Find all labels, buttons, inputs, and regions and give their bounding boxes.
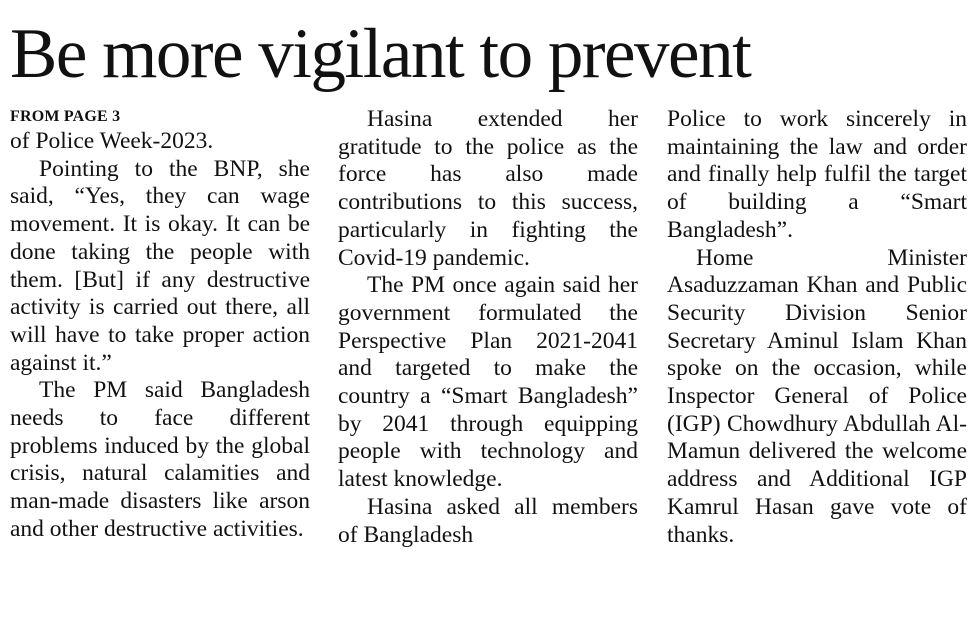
article-column-3 — [667, 106, 967, 549]
article-headline: Be more vigilant to prevent — [10, 15, 751, 93]
paragraph: The PM once again said her government formulated the Perspective Plan 2021-2041 and targeted to make the country a “Smart Bangladesh” by 2041 through equipping people with technology and latest knowledge. — [338, 272, 638, 493]
paragraph: of Police Week-2023. — [10, 128, 214, 154]
article-column-2 — [338, 106, 638, 549]
paragraph: Police to work sincerely in maintaining the law and order and finally help fulfil the target of building a “Smart Bangladesh”. — [667, 106, 967, 243]
article-column-1 — [10, 106, 310, 544]
paragraph: The PM said Bangladesh needs to face different problems induced by the global crisis, natural calamities and man-made disasters like arson and other destructive activities. — [10, 377, 310, 542]
paragraph: Pointing to the BNP, she said, “Yes, they can wage movement. It is okay. It can be done taking the people with them. [But] if any destructive activity is carried out there, all will have to take proper action against it.” — [10, 155, 310, 376]
paragraph: Hasina extended her gratitude to the police as the force has also made contributions to this success, particularly in fighting the Covid-19 pandemic. — [338, 106, 638, 271]
jump-line: FROM PAGE 3 — [10, 108, 121, 125]
paragraph: Hasina asked all members of Bangladesh — [338, 493, 638, 548]
paragraph: Home Minister Asaduzzaman Khan and Public Security Division Senior Secretary Aminul Islam Khan spoke on the occasion, while Inspector General of Police (IGP) Chowdhury Abdullah Al-Mamun delivered the welcome address and Additional IGP Kamrul Hasan gave vote of thanks. — [667, 244, 967, 548]
